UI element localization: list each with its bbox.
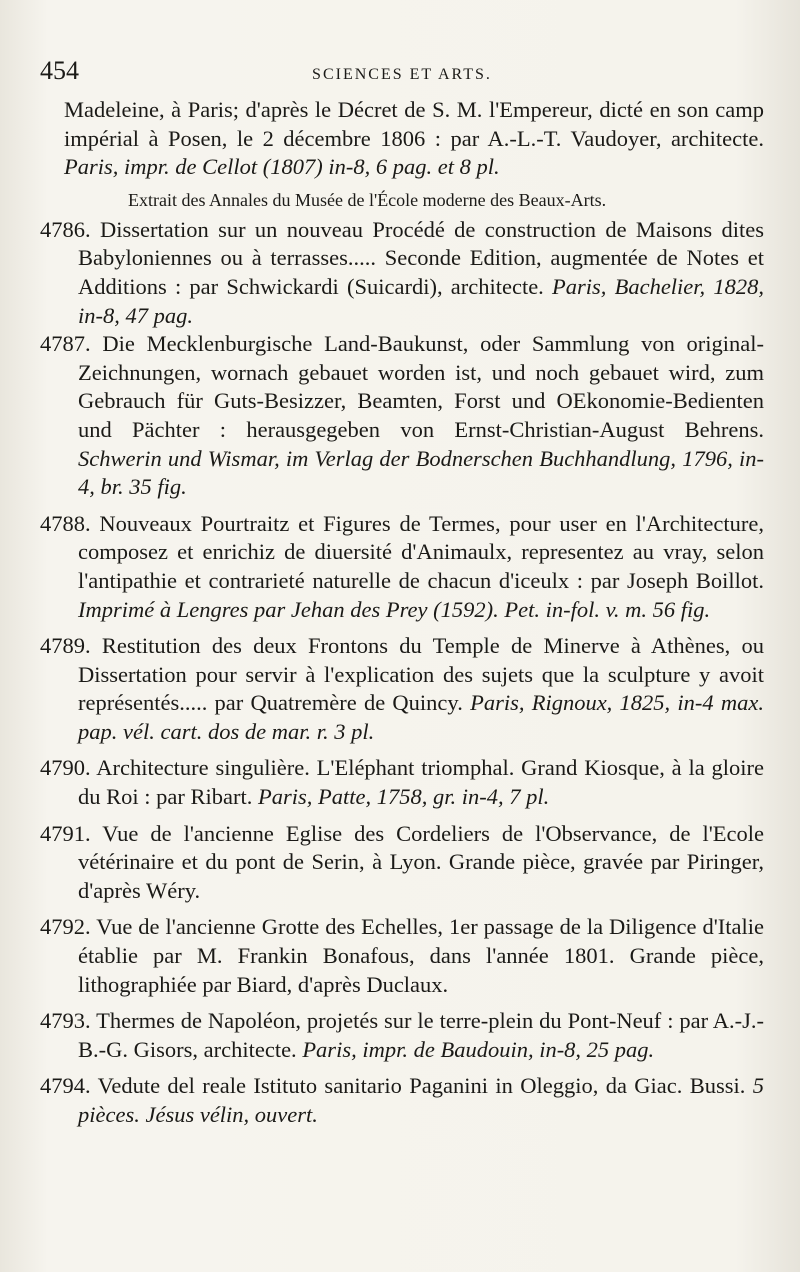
catalog-entry — [40, 1007, 764, 1064]
entry-number: 4794. — [40, 1073, 91, 1099]
catalog-entry — [40, 913, 764, 999]
page-header — [40, 56, 764, 96]
entry-number: 4788. — [40, 510, 91, 536]
page-number: 454 — [40, 56, 79, 85]
entry-continuation — [64, 96, 764, 182]
entry-publication: Paris, Bachelier, 1828, in-8, 47 pag. — [78, 273, 764, 328]
entry-text: Architecture singulière. L'Eléphant triomphal. Grand Kiosque, à la gloire du Roi : par Ribart. — [78, 755, 765, 810]
entry-text: Die Mecklenburgische Land-Baukunst, oder Sammlung von original-Zeichnungen, wornach gebauet worden ist, und noch gebauet wird, zum Gebrauch für Guts-Besizzer, Beamten, Forst und OEkonomie-Bedienten und Pächter : herausgegeben von Ernst-Christian-August Behrens. — [78, 331, 765, 442]
entry-publication: Paris, Patte, 1758, gr. in-4, 7 pl. — [257, 784, 550, 810]
catalog-entry — [40, 1072, 765, 1129]
catalog-entry — [40, 510, 764, 624]
entry-number: 4789. — [40, 633, 91, 659]
entry-text: Nouveaux Pourtraitz et Figures de Termes, pour user en l'Architecture, composez et enrichiz de diuersité d'Animaulx, representez au vray, selon l'antipathie et contrarieté naturelle de chacun d'iceulx : par Joseph Boillot. — [78, 510, 764, 593]
entry-text: Dissertation sur un nouveau Procédé de construction de Maisons dites Babyloniennes ou à terrasses..... Seconde Edition, augmentée de Notes et Additions : par Schwickardi (Suicardi), architecte. — [78, 216, 765, 299]
entry-publication: 5 pièces. Jésus vélin, ouvert. — [78, 1073, 765, 1127]
entry-publication: Imprimé à Lengres par Jehan des Prey (1592). Pet. in-fol. v. m. 56 fig. — [78, 596, 711, 622]
entry-number: 4786. — [40, 216, 91, 242]
entry-note: Extrait des Annales du Musée de l'École moderne des Beaux-Arts. — [128, 189, 607, 210]
entry-number: 4787. — [40, 331, 91, 357]
entry-text: Thermes de Napoléon, projetés sur le terre-plein du Pont-Neuf : par A.-J.-B.-G. Gisors, architecte. — [78, 1008, 764, 1062]
entry-publication: Paris, impr. de Cellot (1807) in-8, 6 pag. et 8 pl. — [64, 154, 500, 180]
entry-publication: Schwerin und Wismar, im Verlag der Bodnerschen Buchhandlung, 1796, in-4, br. 35 fig. — [78, 445, 764, 500]
entry-text: Vedute del reale Istituto sanitario Paganini in Oleggio, da Giac. Bussi. — [97, 1073, 746, 1099]
running-head: SCIENCES ET ARTS. — [312, 66, 492, 83]
entry-number: 4791. — [40, 820, 91, 846]
entry-number: 4793. — [40, 1008, 91, 1034]
entry-text: Restitution des deux Frontons du Temple de Minerve à Athènes, ou Dissertation pour servir à l'explication des sujets que la sculpture y avoit représentés..... par Quatremère de Quincy. — [78, 633, 764, 716]
entry-publication: Paris, impr. de Baudouin, in-8, 25 pag. — [302, 1036, 655, 1062]
catalog-entry — [40, 820, 765, 906]
catalog-entry — [40, 754, 765, 811]
catalog-entry — [40, 330, 765, 502]
entry-text: Madeleine, à Paris; d'après le Décret de S. M. l'Empereur, dicté en son camp impérial à Posen, le 2 décembre 1806 : par A.-L.-T. Vaudoyer, architecte. — [64, 97, 764, 151]
catalog-entry — [40, 632, 765, 746]
entry-text: Vue de l'ancienne Grotte des Echelles, 1er passage de la Diligence d'Italie établie par M. Frankin Bonafous, dans l'année 1801. Grande pièce, lithographiée par Biard, d'après Duclaux. — [78, 914, 764, 997]
entry-publication: Paris, Rignoux, 1825, in-4 max. pap. vél. cart. dos de mar. r. 3 pl. — [78, 690, 765, 744]
catalog-body — [40, 96, 764, 1130]
entry-number: 4790. — [40, 755, 91, 781]
entry-text: Vue de l'ancienne Eglise des Cordeliers de l'Observance, de l'Ecole vétérinaire et du pont de Serin, à Lyon. Grande pièce, gravée par Piringer, d'après Wéry. — [78, 820, 765, 903]
entry-number: 4792. — [40, 914, 91, 940]
catalog-entry — [40, 216, 765, 330]
